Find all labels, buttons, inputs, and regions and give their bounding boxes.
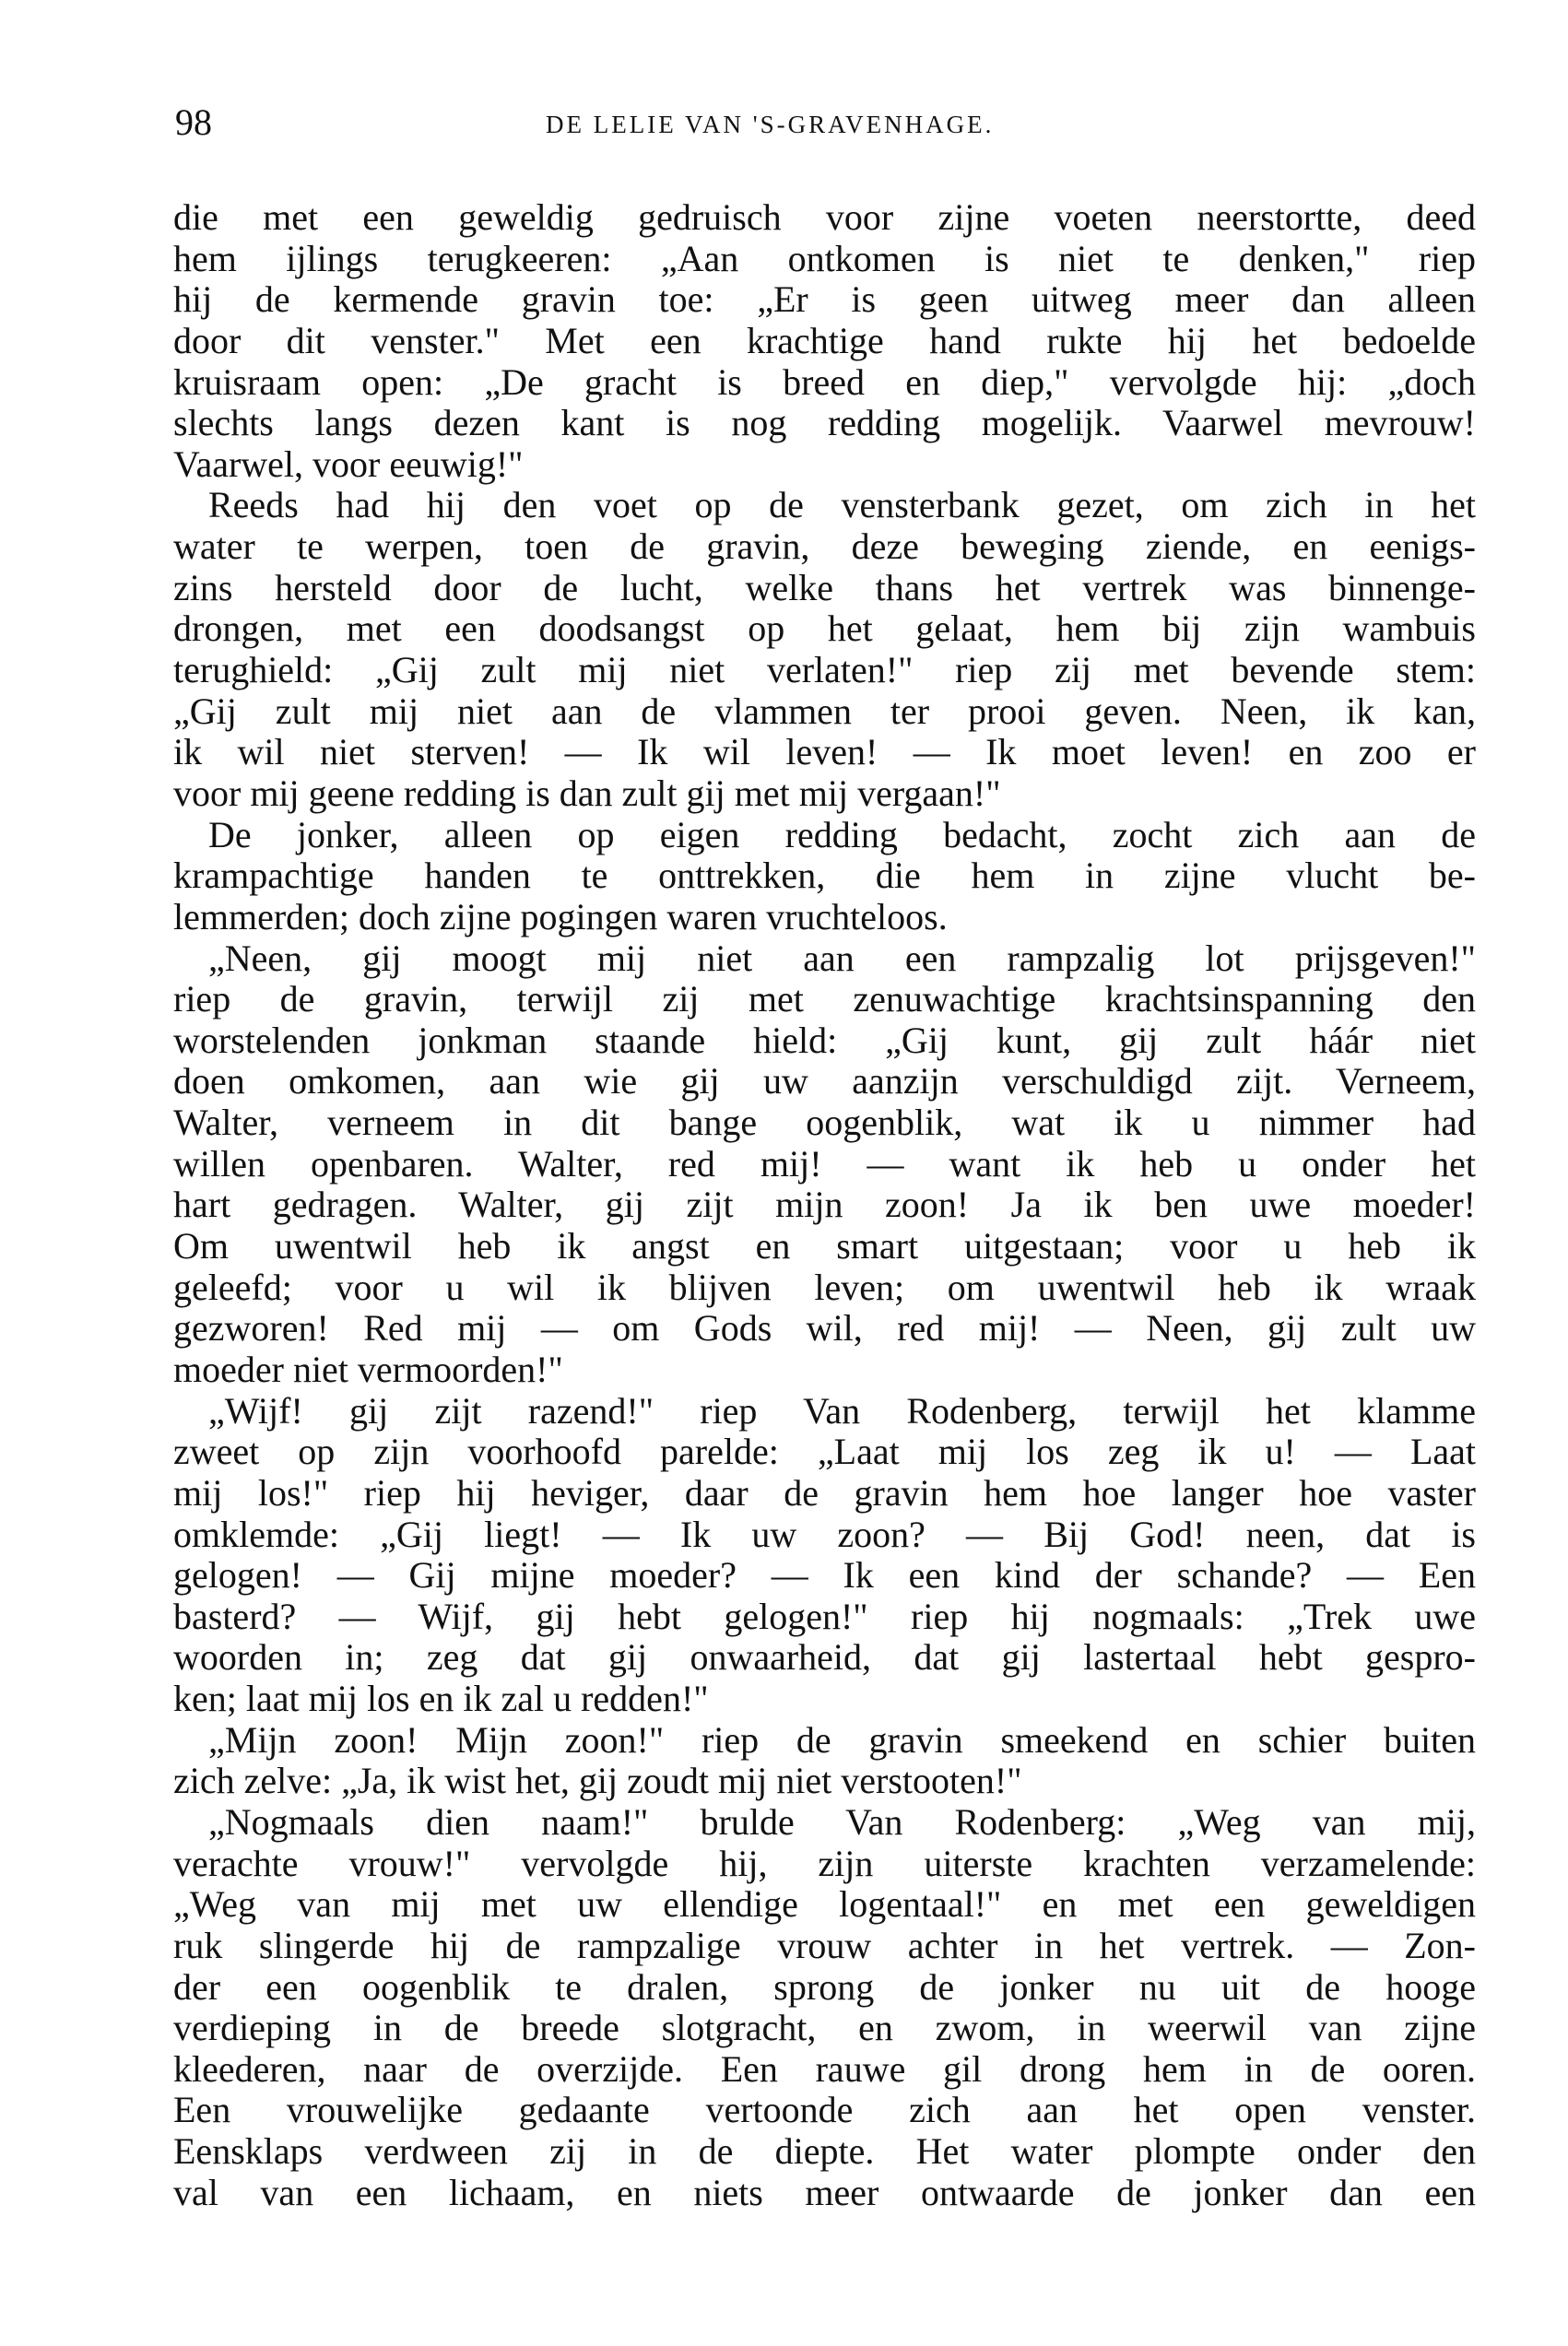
text-line: worstelenden jonkman staande hield: „Gij kunt, gij zult háár niet xyxy=(173,1019,1476,1061)
text-line: verdieping in de breede slotgracht, en zwom, in weerwil van zijne xyxy=(173,2007,1476,2049)
text-line: Reeds had hij den voet op de vensterbank gezet, om zich in het xyxy=(208,484,1476,526)
text-line: basterd? — Wijf, gij hebt gelogen!" riep hij nogmaals: „Trek uwe xyxy=(173,1595,1476,1637)
text-line: die met een geweldig gedruisch voor zijne voeten neerstortte, deed xyxy=(173,196,1476,238)
text-line: val van een lichaam, en niets meer ontwaarde de jonker dan een xyxy=(173,2171,1476,2213)
text-line: der een oogenblik te dralen, sprong de jonker nu uit de hooge xyxy=(173,1965,1476,2008)
text-line: ken; laat mij los en ik zal u redden!" xyxy=(173,1678,709,1720)
text-line: Eensklaps verdween zij in de diepte. Het water plompte onder den xyxy=(173,2130,1476,2173)
text-line: woorden in; zeg dat gij onwaarheid, dat gij lastertaal hebt gespro- xyxy=(173,1636,1476,1679)
text-line: ik wil niet sterven! — Ik wil leven! — Ik moet leven! en zoo er xyxy=(173,731,1476,773)
text-line: zins hersteld door de lucht, welke thans het vertrek was binnenge- xyxy=(173,566,1476,608)
text-line: „Nogmaals dien naam!" brulde Van Rodenberg: „Weg van mij, xyxy=(208,1800,1476,1843)
text-line: De jonker, alleen op eigen redding bedacht, zocht zich aan de xyxy=(208,813,1476,855)
text-line: „Weg van mij met uw ellendige logentaal!" en met een geweldigen xyxy=(173,1883,1476,1926)
text-line: ruk slingerde hij de rampzalige vrouw achter in het vertrek. — Zon- xyxy=(173,1924,1476,1966)
running-title: DE LELIE VAN 'S-GRAVENHAGE. xyxy=(546,111,995,138)
body-text xyxy=(173,197,1476,2213)
text-line: kleederen, naar de overzijde. Een rauwe gil drong hem in de ooren. xyxy=(173,2047,1476,2090)
text-line: willen openbaren. Walter, red mij! — want ik heb u onder het xyxy=(173,1142,1476,1185)
text-line: geleefd; voor u wil ik blijven leven; om uwentwil heb ik wraak xyxy=(173,1266,1476,1308)
text-line: mij los!" riep hij heviger, daar de gravin hem hoe langer hoe vaster xyxy=(173,1471,1476,1514)
text-line: gezworen! Red mij — om Gods wil, red mij! — Neen, gij zult uw xyxy=(173,1307,1476,1350)
text-line: omklemde: „Gij liegt! — Ik uw zoon? — Bij God! neen, dat is xyxy=(173,1513,1476,1555)
text-line: riep de gravin, terwijl zij met zenuwachtige krachtsinspanning den xyxy=(173,978,1476,1020)
text-line: water te werpen, toen de gravin, deze beweging ziende, en eenigs- xyxy=(173,525,1476,568)
text-line: kruisraam open: „De gracht is breed en diep," vervolgde hij: „doch xyxy=(173,360,1476,403)
text-line: „Wijf! gij zijt razend!" riep Van Rodenberg, terwijl het klamme xyxy=(208,1389,1476,1432)
text-line: terughield: „Gij zult mij niet verlaten!" riep zij met bevende stem: xyxy=(173,649,1476,691)
text-line: „Mijn zoon! Mijn zoon!" riep de gravin smeekend en schier buiten xyxy=(208,1718,1476,1761)
text-line: drongen, met een doodsangst op het gelaat, hem bij zijn wambuis xyxy=(173,607,1476,650)
text-line: Walter, verneem in dit bange oogenblik, wat ik u nimmer had xyxy=(173,1102,1476,1144)
text-line: door dit venster." Met een krachtige hand rukte hij het bedoelde xyxy=(173,319,1476,361)
text-line: „Gij zult mij niet aan de vlammen ter prooi geven. Neen, ik kan, xyxy=(173,690,1476,732)
text-line: slechts langs dezen kant is nog redding mogelijk. Vaarwel mevrouw! xyxy=(173,402,1476,444)
running-head xyxy=(175,100,1466,146)
text-line: hem ijlings terugkeeren: „Aan ontkomen is niet te denken," riep xyxy=(173,237,1476,279)
text-line: hart gedragen. Walter, gij zijt mijn zoon! Ja ik ben uwe moeder! xyxy=(173,1184,1476,1226)
text-line: hij de kermende gravin toe: „Er is geen uitweg meer dan alleen xyxy=(173,278,1476,321)
text-line: zweet op zijn voorhoofd parelde: „Laat mij los zeg ik u! — Laat xyxy=(173,1431,1476,1473)
text-line: Een vrouwelijke gedaante vertoonde zich aan het open venster. xyxy=(173,2089,1476,2131)
text-line: lemmerden; doch zijne pogingen waren vruchteloos. xyxy=(173,895,948,937)
text-line: voor mij geene redding is dan zult gij met mij vergaan!" xyxy=(173,772,1001,814)
text-line: verachte vrouw!" vervolgde hij, zijn uiterste krachten verzamelende: xyxy=(173,1842,1476,1884)
text-line: zich zelve: „Ja, ik wist het, gij zoudt mij niet verstooten!" xyxy=(173,1760,1022,1802)
text-line: „Neen, gij moogt mij niet aan een rampzalig lot prijsgeven!" xyxy=(208,937,1476,979)
text-line: moeder niet vermoorden!" xyxy=(173,1348,563,1390)
text-line: Vaarwel, voor eeuwig!" xyxy=(173,442,524,485)
text-line: doen omkomen, aan wie gij uw aanzijn verschuldigd zijt. Verneem, xyxy=(173,1060,1476,1102)
page-number: 98 xyxy=(175,101,212,143)
text-line: krampachtige handen te onttrekken, die hem in zijne vlucht be- xyxy=(173,855,1476,897)
text-line: gelogen! — Gij mijne moeder? — Ik een kind der schande? — Een xyxy=(173,1554,1476,1597)
text-line: Om uwentwil heb ik angst en smart uitgestaan; voor u heb ik xyxy=(173,1225,1476,1267)
